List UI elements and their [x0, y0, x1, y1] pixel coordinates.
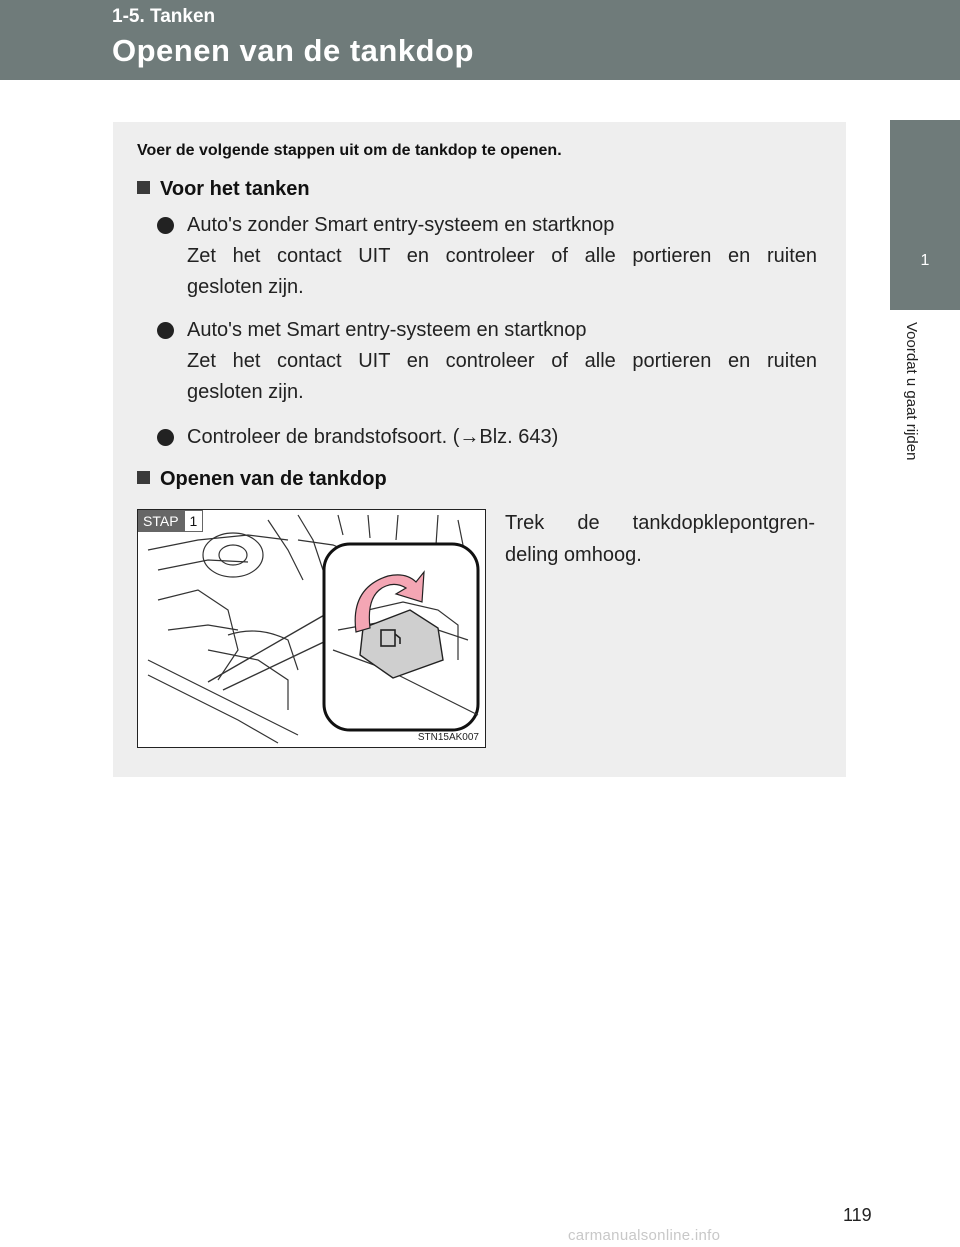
list-item: Auto's zonder Smart entry-systeem en startknop Zet het contact UIT en controleer of alle portieren en ruiten gesloten zijn. — [157, 210, 817, 303]
bullet-dot-icon — [157, 429, 174, 446]
chapter-title: Voordat u gaat rijden — [903, 322, 920, 461]
chapter-number: 1 — [920, 252, 930, 269]
content-box — [113, 122, 846, 777]
page-title: Openen van de tankdop — [112, 33, 474, 68]
square-bullet-icon — [137, 181, 150, 194]
page-header — [0, 0, 960, 80]
step-number: 1 — [184, 510, 204, 532]
instruction-text: Trek de tankdopklepontgren- deling omhoog. — [505, 512, 815, 566]
step-label: STAP — [138, 510, 184, 532]
square-bullet-icon — [137, 471, 150, 484]
section-heading-before-refuel: Voor het tanken — [137, 178, 310, 201]
fuel-door-lever-figure — [137, 509, 486, 748]
step-badge — [138, 510, 203, 532]
section-label: 1-5. Tanken — [112, 6, 216, 27]
section-heading-open-fuel-cap: Openen van de tankdop — [137, 468, 387, 491]
figure-code: STN15AK007 — [417, 732, 479, 743]
bullet-dot-icon — [157, 322, 174, 339]
intro-text: Voer de volgende stappen uit om de tankdop te openen. — [137, 142, 562, 159]
chapter-tab[interactable] — [890, 120, 960, 310]
list-item: Auto's met Smart entry-systeem en startknop Zet het contact UIT en controleer of alle portieren en ruiten gesloten zijn. — [157, 315, 817, 408]
list-item: Controleer de brandstofsoort. (→Blz. 643) — [157, 422, 817, 453]
bullet-dot-icon — [157, 217, 174, 234]
watermark: carmanualsonline.info — [568, 1227, 721, 1244]
fuel-door-lever-illustration-icon — [138, 510, 485, 747]
page-number: 119 — [843, 1205, 872, 1225]
